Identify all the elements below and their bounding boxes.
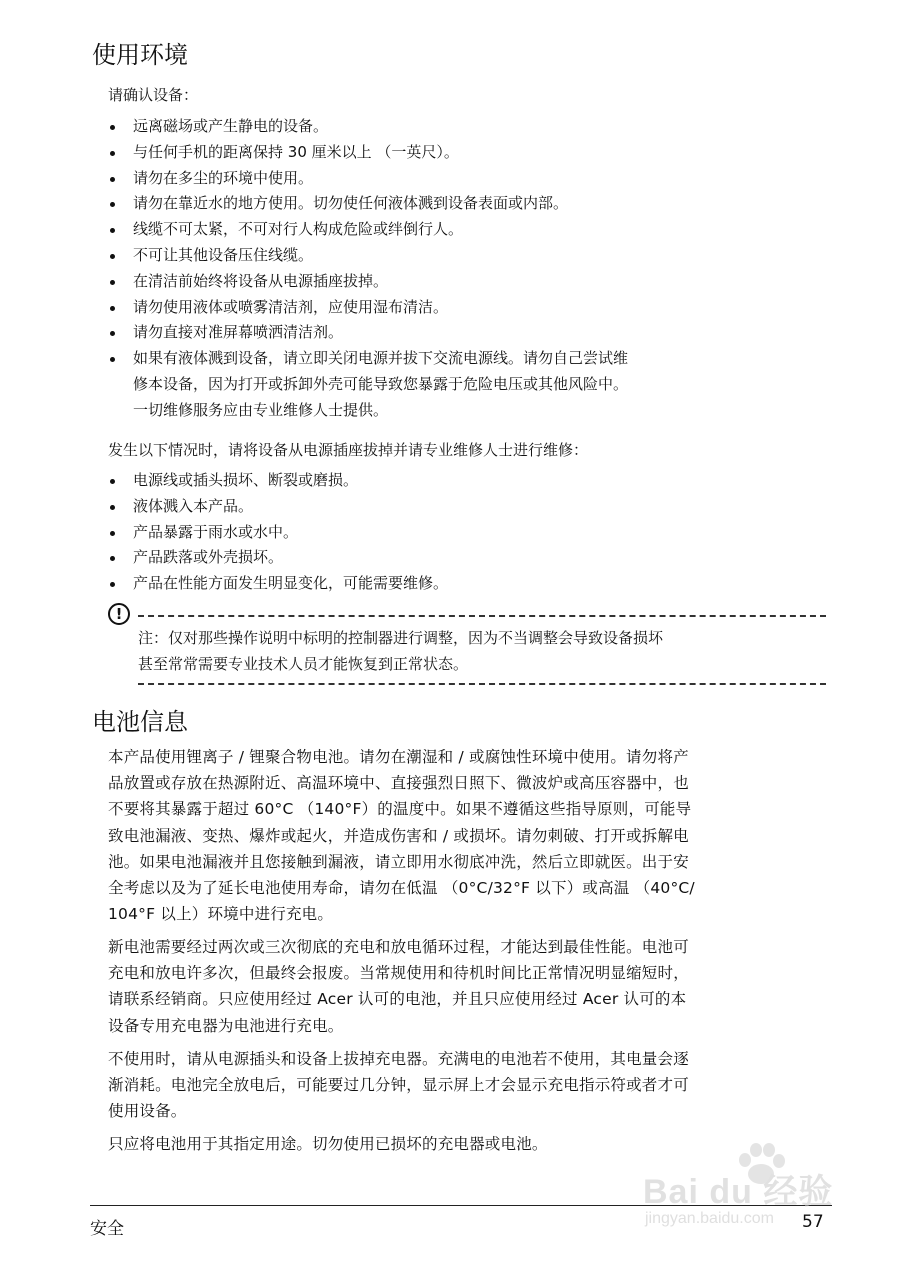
list-item: 线缆不可太紧，不可对行人构成危险或绊倒行人。: [108, 217, 828, 243]
bullet-icon: [110, 254, 115, 259]
watermark-url: jingyan.baidu.com: [645, 1210, 774, 1227]
bullet-icon: [110, 331, 115, 336]
bullet-icon: [110, 505, 115, 510]
list-item: 不可让其他设备压住线缆。: [108, 243, 828, 269]
list-item: 产品跌落或外壳损坏。: [108, 545, 828, 571]
bullet-icon: [110, 228, 115, 233]
bullet-icon: [110, 151, 115, 156]
list-item: 远离磁场或产生静电的设备。: [108, 114, 828, 140]
footer-section-name: 安全: [90, 1219, 124, 1239]
warning-icon: !: [108, 603, 130, 625]
page-number: 57: [802, 1212, 824, 1232]
note-divider-bottom: [138, 683, 826, 685]
battery-paragraph-3: 不使用时，请从电源插头和设备上拔掉充电器。充满电的电池若不使用，其电量会逐 渐消耗。电池完全放电后，可能要过几分钟，显示屏上才会显示充电指示符或者才可 使用设备。: [108, 1050, 689, 1121]
bullet-icon: [110, 280, 115, 285]
list-item: 请勿使用液体或喷雾清洁剂，应使用湿布清洁。: [108, 295, 828, 321]
battery-paragraph-4: 只应将电池用于其指定用途。切勿使用已损坏的充电器或电池。: [108, 1135, 548, 1153]
bullet-icon: [110, 357, 115, 362]
repair-bullet-list: [108, 468, 828, 597]
repair-intro-text: 发生以下情况时，请将设备从电源插座拔掉并请专业维修人士进行维修：: [108, 441, 589, 459]
list-item: 产品暴露于雨水或水中。: [108, 520, 828, 546]
battery-paragraph-2: 新电池需要经过两次或三次彻底的充电和放电循环过程，才能达到最佳性能。电池可 充电和放电许多次，但最终会报废。当常规使用和待机时间比正常情况明显缩短时， 请联系经销商。只应使用经过 Acer 认可的电池，并且只应使用经过 Acer 认可的本 设备专用充电器为电池进行充电。: [108, 938, 689, 1035]
bullet-icon: [110, 531, 115, 536]
list-item: 请勿直接对准屏幕喷洒清洁剂。: [108, 320, 828, 346]
list-item: 电源线或插头损坏、断裂或磨损。: [108, 468, 828, 494]
bullet-icon: [110, 556, 115, 561]
battery-paragraph-1: 本产品使用锂离子 / 锂聚合物电池。请勿在潮湿和 / 或腐蚀性环境中使用。请勿将产 品放置或存放在热源附近、高温环境中、直接强烈日照下、微波炉或高压容器中，也 不要将其暴露于超过 60°C （140°F）的温度中。如果不遵循这些指导原则，可能导 致电池漏液、变热、爆炸或起火，并造成伤害和 / 或损坏。请勿刺破、打开或拆解电 池。如果电池漏液并且您接触到漏液，请立即用水彻底冲洗，然后立即就医。出于安 全考虑以及为了延长电池使用寿命，请勿在低温 （0°C/32°F 以下）或高温 （40°C/ 104°F 以上）环境中进行充电。: [108, 748, 695, 924]
watermark: [643, 1140, 863, 1240]
bullet-icon: [110, 125, 115, 130]
bullet-icon: [110, 202, 115, 207]
environment-bullet-list: [108, 114, 828, 424]
list-item-multiline: 如果有液体溅到设备，请立即关闭电源并拔下交流电源线。请勿自己尝试维 修本设备，因为打开或拆卸外壳可能导致您暴露于危险电压或其他风险中。 一切维修服务应由专业维修人士提供。: [108, 346, 828, 423]
list-item: 液体溅入本产品。: [108, 494, 828, 520]
list-item: 与任何手机的距离保持 30 厘米以上 （一英尺）。: [108, 140, 828, 166]
bullet-icon: [110, 479, 115, 484]
note-box: [108, 603, 826, 687]
bullet-icon: [110, 306, 115, 311]
bullet-icon: [110, 582, 115, 587]
list-item: 请勿在靠近水的地方使用。切勿使任何液体溅到设备表面或内部。: [108, 191, 828, 217]
section-title-environment: 使用环境: [92, 41, 188, 69]
section-title-battery: 电池信息: [92, 708, 188, 736]
note-text: 注：仅对那些操作说明中标明的控制器进行调整，因为不当调整会导致设备损坏 甚至常常需要专业技术人员才能恢复到正常状态。: [138, 629, 664, 673]
watermark-logo: Bai du 经验: [643, 1173, 834, 1211]
bullet-icon: [110, 177, 115, 182]
note-divider-top: [138, 615, 826, 617]
list-item: 在清洁前始终将设备从电源插座拔掉。: [108, 269, 828, 295]
list-item: 产品在性能方面发生明显变化，可能需要维修。: [108, 571, 828, 597]
list-item: 请勿在多尘的环境中使用。: [108, 166, 828, 192]
intro-text: 请确认设备：: [108, 86, 199, 104]
